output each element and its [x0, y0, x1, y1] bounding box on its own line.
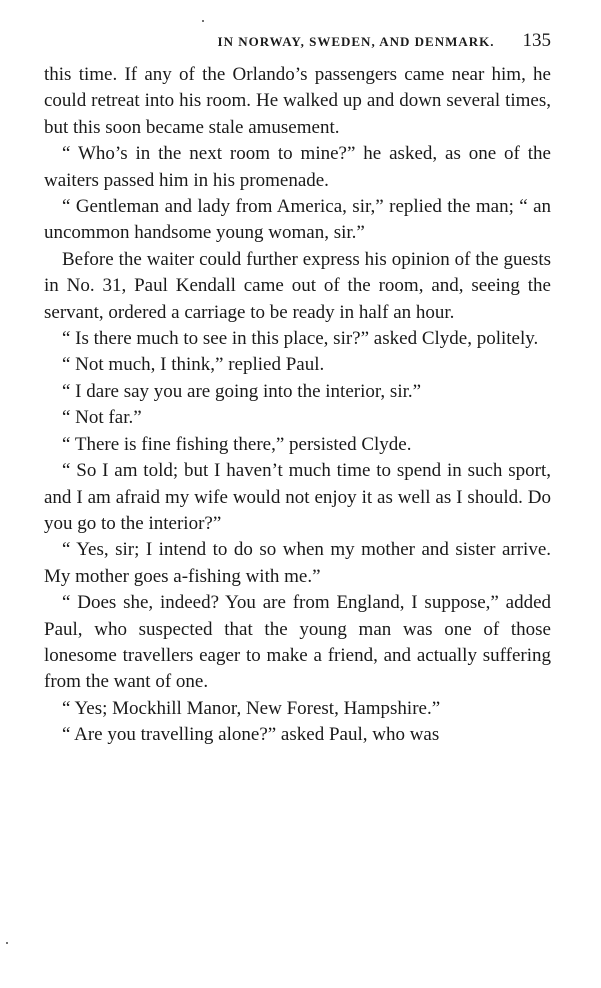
paragraph: “ Not far.”	[62, 407, 142, 429]
paragraph: this time. If any of the Orlando’s passengers came near him, he could retreat into his room. He walked up and down several times, but this soon became stale amusement.	[44, 64, 551, 138]
paragraph: “ There is fine fishing there,” persisted Clyde.	[62, 433, 412, 455]
print-speck	[202, 20, 204, 22]
print-speck	[6, 942, 8, 944]
running-head: IN NORWAY, SWEDEN, AND DENMARK.	[217, 34, 495, 49]
page-header	[44, 30, 551, 58]
paragraph: Before the waiter could further express his opinion of the guests in No. 31, Paul Kendall came out of the room, and, seeing the servant, ordered a carriage to be ready in half an hour.	[44, 248, 551, 323]
paragraph: “ Are you travelling alone?” asked Paul, who was	[62, 724, 440, 746]
paragraph: “ Does she, indeed? You are from England, I suppose,” added Paul, who suspected that the young man was one of those lonesome travellers eager to make a friend, and actually suffering from the want of one.	[44, 592, 551, 693]
paragraph: “ Yes, sir; I intend to do so when my mother and sister arrive. My mother goes a-fishing with me.”	[44, 539, 551, 587]
paragraph: “ Gentleman and lady from America, sir,” replied the man; “ an uncommon handsome young woman, sir.”	[44, 196, 551, 244]
paragraph: “ Is there much to see in this place, sir?” asked Clyde, politely.	[62, 328, 539, 350]
paragraph: “ Who’s in the next room to mine?” he asked, as one of the waiters passed him in his promenade.	[44, 143, 551, 191]
paragraph: “ Yes; Mockhill Manor, New Forest, Hampshire.”	[62, 697, 441, 719]
body-text	[44, 62, 551, 749]
page-number: 135	[522, 30, 551, 51]
paragraph: “ I dare say you are going into the interior, sir.”	[62, 380, 422, 402]
book-page	[44, 30, 551, 749]
paragraph: “ So I am told; but I haven’t much time to spend in such sport, and I am afraid my wife would not enjoy it as well as I should. Do you go to the interior?”	[44, 460, 551, 534]
paragraph: “ Not much, I think,” replied Paul.	[62, 354, 325, 376]
